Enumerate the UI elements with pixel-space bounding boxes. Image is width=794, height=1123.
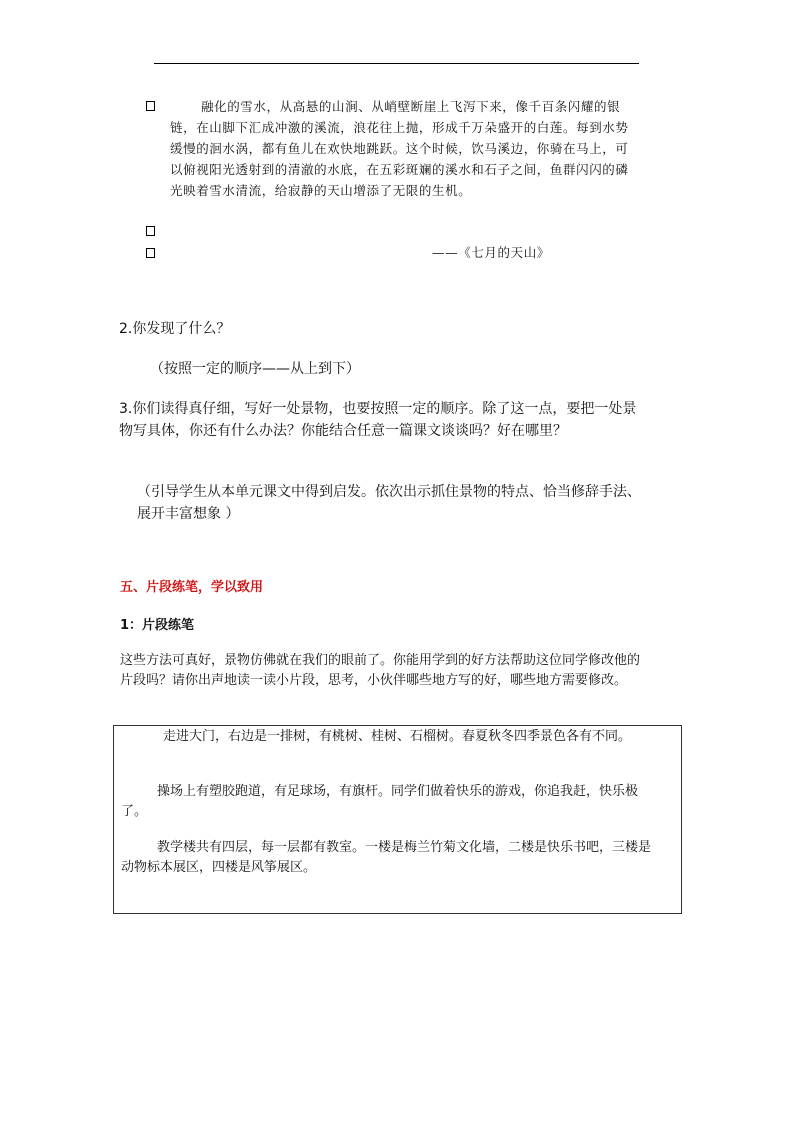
quote-source: ——《七月的天山》 <box>432 245 550 260</box>
header-rule <box>154 63 639 64</box>
question-2: 2.你发现了什么？ <box>119 321 231 337</box>
excerpt-paragraph-1: 走进大门，右边是一排树，有桃树、桂树、石榴树。春夏秋冬四季景色各有不同。 <box>163 729 632 744</box>
answer-3: （引导学生从本单元课文中得到启发。依次出示抓住景物的特点、恰当修辞手法、展开丰富想象 ） <box>137 484 641 522</box>
quote-passage: 融化的雪水，从高悬的山涧、从峭壁断崖上飞泻下来，像千百条闪耀的银链，在山脚下汇成冲激的溪流，浪花往上抛，形成千万朵盛开的白莲。每到水势缓慢的洄水涡，都有鱼儿在欢快地跳跃。这个时候，饮马溪边，你骑在马上，可以俯视阳光透射到的清澈的水底，在五彩斑斓的溪水和石子之间，鱼群闪闪的磷光映着雪水清流，给寂静的天山增添了无限的生机。 <box>170 99 629 198</box>
bullet-box-3 <box>146 248 155 258</box>
section-title: 五、片段练笔，学以致用 <box>120 580 264 595</box>
section-subtitle: 1：片段练笔 <box>120 618 195 633</box>
excerpt-box <box>113 725 682 914</box>
excerpt-paragraph-3: 教学楼共有四层，每一层都有教室。一楼是梅兰竹菊文化墙，二楼是快乐书吧，三楼是动物标本展区，四楼是风筝展区。 <box>121 840 652 875</box>
section-intro: 这些方法可真好，景物仿佛就在我们的眼前了。你能用学到的好方法帮助这位同学修改他的片段吗？请你出声地读一读小片段，思考，小伙伴哪些地方写的好，哪些地方需要修改。 <box>120 653 641 688</box>
bullet-box-2 <box>146 226 155 236</box>
bullet-box-1 <box>146 101 155 111</box>
answer-2: （按照一定的顺序——从上到下） <box>150 361 360 377</box>
excerpt-paragraph-2: 操场上有塑胶跑道，有足球场，有旗杆。同学们做着快乐的游戏，你追我赶，快乐极了。 <box>121 784 639 819</box>
question-3: 3.你们读得真仔细，写好一处景物，也要按照一定的顺序。除了这一点，要把一处景物写具体，你还有什么办法？你能结合任意一篇课文谈谈吗？好在哪里？ <box>119 401 637 439</box>
